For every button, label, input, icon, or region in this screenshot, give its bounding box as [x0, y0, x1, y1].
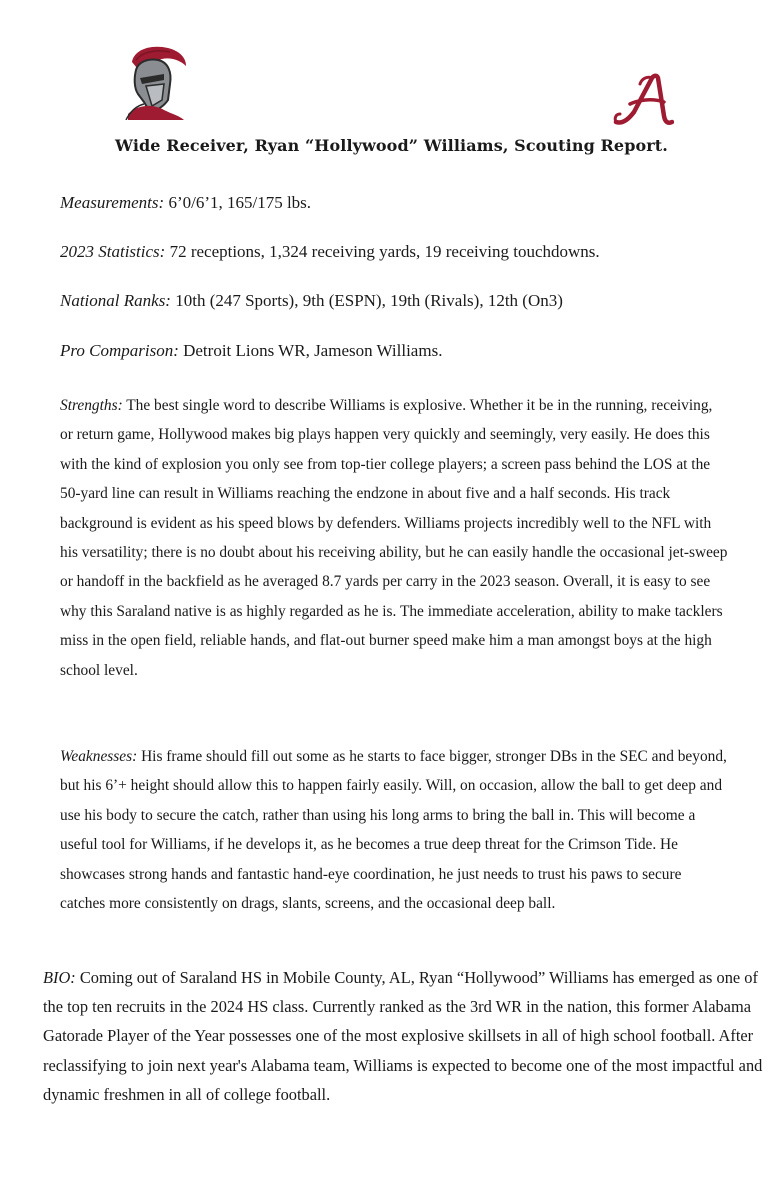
measurements-line	[60, 193, 311, 213]
bio-label: BIO:	[43, 968, 76, 987]
bio-paragraph	[43, 963, 765, 1109]
spartan-helmet-logo	[124, 44, 188, 120]
strengths-paragraph	[60, 391, 728, 685]
weaknesses-text: His frame should fill out some as he starts to face bigger, stronger DBs in the SEC and beyond, but his 6’+ height should allow this to happen fairly easily. Will, on occasion, allow the ball to get deep and use his body to secure the catch, rather than using his long arms to bring the ball in. This will become a useful tool for Williams, if he develops it, as he becomes a true deep threat for the Crimson Tide. He showcases strong hands and fantastic hand-eye coordination, he just needs to trust his paws to secure catches more consistently on drags, slants, screens, and the occasional deep ball.	[60, 748, 727, 913]
measurements-value: 6’0/6’1, 165/175 lbs.	[164, 193, 312, 212]
ranks-line	[60, 291, 563, 311]
statistics-line	[60, 242, 600, 262]
comparison-label: Pro Comparison:	[60, 341, 179, 360]
comparison-line	[60, 341, 442, 361]
bio-text: Coming out of Saraland HS in Mobile County, AL, Ryan “Hollywood” Williams has emerged as one of the top ten recruits in the 2024 HS class. Currently ranked as the 3rd WR in the nation, this former Alabama Gatorade Player of the Year possesses one of the most explosive skillsets in all of high school football. After reclassifying to join next year's Alabama team, Williams is expected to become one of the most impactful and dynamic freshmen in all of college football.	[43, 968, 763, 1104]
weaknesses-label: Weaknesses:	[60, 748, 138, 765]
ranks-value: 10th (247 Sports), 9th (ESPN), 19th (Rivals), 12th (On3)	[170, 291, 563, 310]
measurements-label: Measurements:	[60, 193, 165, 212]
alabama-script-a-logo	[612, 72, 674, 128]
weaknesses-paragraph	[60, 742, 728, 918]
statistics-label: 2023 Statistics:	[60, 242, 166, 261]
statistics-value: 72 receptions, 1,324 receiving yards, 19 receiving touchdowns.	[165, 242, 600, 261]
strengths-text: The best single word to describe Williams is explosive. Whether it be in the running, receiving, or return game, Hollywood makes big plays happen very quickly and seemingly, very easily. He does this with the kind of explosion you only see from top-tier college players; a screen pass behind the LOS at the 50-yard line can result in Williams reaching the endzone in about five and a half seconds. His track background is evident as his speed blows by defenders. Williams projects incredibly well to the NFL with his versatility; there is no doubt about his receiving ability, but he can easily handle the occasional jet-sweep or handoff in the backfield as he averaged 8.7 yards per carry in the 2023 season. Overall, it is easy to see why this Saraland native is as highly regarded as he is. The immediate acceleration, ability to make tacklers miss in the open field, reliable hands, and flat-out burner speed make him a man amongst boys at the high school level.	[60, 397, 728, 679]
comparison-value: Detroit Lions WR, Jameson Williams.	[178, 341, 443, 360]
strengths-label: Strengths:	[60, 397, 123, 414]
page-title: Wide Receiver, Ryan “Hollywood” Williams, Scouting Report.	[115, 136, 668, 155]
ranks-label: National Ranks:	[60, 291, 171, 310]
